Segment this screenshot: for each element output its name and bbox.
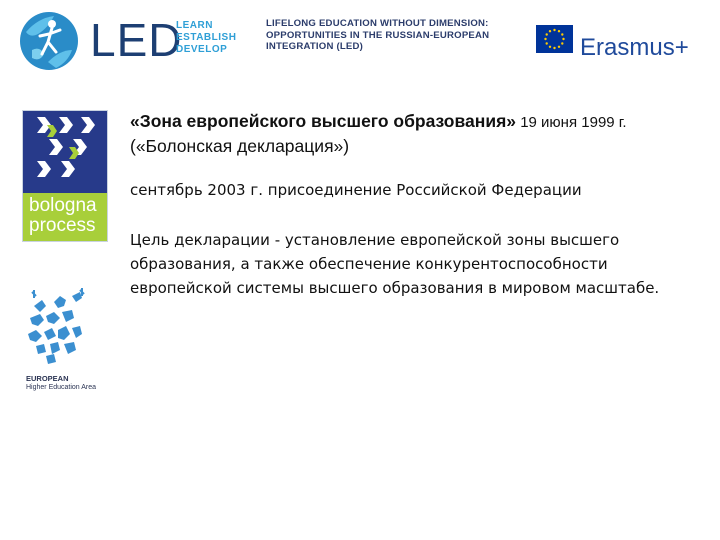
goal-line-2: образования, а также обеспечение конкурентоспособности: [130, 255, 608, 273]
goal-line-1: Цель декларации - установление европейской зоны высшего: [130, 231, 620, 249]
ehea-label-area: Higher Education Area: [26, 384, 97, 391]
tagline-learn: LEARN: [176, 20, 213, 31]
bologna-word: bologna: [29, 195, 97, 216]
accession-text: сентябрь 2003 г. присоединение Российской Федерации: [130, 181, 582, 199]
bologna-arrows-icon: [23, 111, 107, 193]
ehea-label-european: EUROPEAN: [26, 374, 69, 383]
declaration-goal: [130, 228, 710, 300]
led-tagline: [176, 20, 236, 56]
declaration-title: [130, 110, 710, 134]
project-title-line-2: OPPORTUNITIES IN THE RUSSIAN-EUROPEAN: [266, 29, 490, 41]
project-title-line-1: LIFELONG EDUCATION WITHOUT DIMENSION:: [266, 18, 489, 29]
tagline-establish: ESTABLISH: [176, 32, 237, 43]
bologna-logo-wordmark: [23, 193, 107, 241]
bologna-logo-emblem: [23, 111, 107, 193]
eu-flag-icon: [536, 25, 573, 53]
declaration-alias: («Болонская декларация»): [130, 136, 350, 156]
bologna-process-logo: [22, 110, 108, 242]
led-logo: [18, 10, 243, 78]
process-word: process: [29, 215, 96, 236]
project-title-line-3: INTEGRATION (LED): [266, 41, 364, 52]
declaration-date: 19 июня 1999 г.: [516, 114, 627, 131]
ehea-map-icon: [24, 288, 129, 372]
tagline-develop: DEVELOP: [176, 44, 228, 55]
led-wordmark: LED: [90, 14, 183, 66]
goal-line-3: европейской системы высшего образования в мировом масштабе.: [130, 279, 660, 297]
globe-figure-icon: [18, 10, 80, 72]
declaration-name: «Зона европейского высшего образования»: [130, 111, 517, 131]
project-title: [266, 18, 521, 53]
erasmus-logo-text: Erasmus+: [580, 34, 689, 61]
ehea-logo: [24, 288, 129, 393]
